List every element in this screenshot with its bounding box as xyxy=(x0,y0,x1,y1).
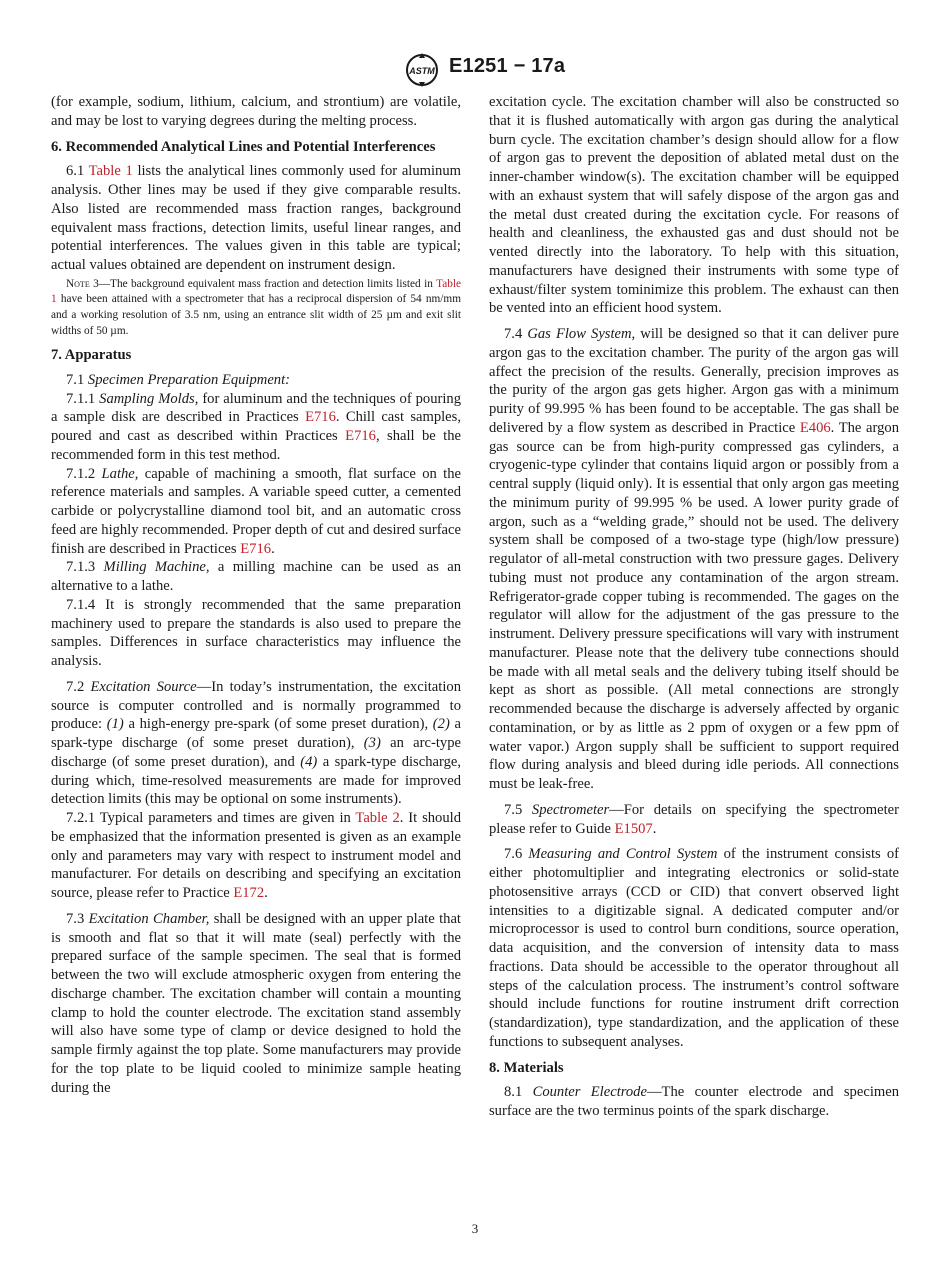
e406-link[interactable]: E406 xyxy=(799,419,831,436)
paragraph-7-2: 7.2 Excitation Source—In today’s instrumentation, the excitation source is computer controlled and is normally programmed to produce: (1) a high-energy pre-spark (of some preset duration), (2) a spark-type discharge (of some preset duration), (3) an arc-type discharge (of some preset duration), and (4) a spark-type discharge, during which, time-resolved measurements are made for improved detection limits (this may be optional on some instruments). xyxy=(51,678,461,808)
paragraph-7-1-3: 7.1.3 Milling Machine, a milling machine can be used as an alternative to a lathe. xyxy=(51,559,462,595)
paragraph-6-1: 6.1 Table 1 lists the analytical lines commonly used for aluminum analysis. Other lines may be used if they give comparable results. Also listed are recommended mass fraction ranges, background equivalent mass fractions, detection limits, useful linear ranges, and potential interferences. The values given in this table are typical; actual values obtained are dependent on instrument design. xyxy=(51,163,461,273)
paragraph: (for example, sodium, lithium, calcium, and strontium) are volatile, and may be lost to varying degrees during the melting process. xyxy=(51,94,461,129)
e716-link[interactable]: E716 xyxy=(240,540,272,557)
e172-link[interactable]: E172 xyxy=(233,885,265,902)
page-number: 3 xyxy=(471,1221,479,1236)
table-1-link[interactable]: Table 1 xyxy=(51,277,462,306)
e1507-link[interactable]: E1507 xyxy=(614,820,653,837)
section-heading-7: 7. Apparatus xyxy=(51,347,132,364)
section-heading-6: 6. Recommended Analytical Lines and Potential Interferences xyxy=(51,138,436,155)
left-column xyxy=(51,93,461,1097)
paragraph-7-1-2: 7.1.2 Lathe, capable of machining a smooth, flat surface on the reference materials and samples. A variable speed cutter, a cemented carbide or polycrystalline diamond tool bit, and an automatic cross feed are highly recommended. Proper depth of cut and desired surface finish are described in Practices E716. xyxy=(51,465,462,557)
page-header xyxy=(0,52,950,88)
right-column xyxy=(489,93,899,1121)
paragraph-7-3-continued: excitation cycle. The excitation chamber will also be constructed so that it is flushed automatically with argon gas during the analytical burn cycle. The excitation chamber’s design should allow for a flow of argon gas to prevent the deposition of ablated metal dust on the inner-chamber window(s). The excitation chamber will be equipped with an exhaust system that will safely dispose of the argon gas and the metal dust created during the excitation cycle. For reasons of health and cleanliness, the exhausted gas and dust should not be vented directly into the laboratory. To help with this situation, manufacturers have designed their instruments with some type of exhaust/filter system tominimize this problem. The exhaust can then be vented into an efficient hood system. xyxy=(489,94,899,317)
document-id: E1251 − 17a xyxy=(449,55,566,77)
paragraph-7-6: 7.6 Measuring and Control System of the instrument consists of either photomultiplier and integrating electronics or solid-state photosensitive arrays (CCD or CID) that convert observed light intensities to a digitizable signal. A dedicated computer and/or microprocessor is used to control burn conditions, source operation, data acquisition, and the conversion of intensity data to mass fractions. Data should be accessible to the operator throughout all steps of the calculation process. The instrument’s control software should include functions for routine instrument drift correction (standardization), type standardization, and the application of these functions to subsequent analyses. xyxy=(489,846,900,1050)
paragraph-7-3: 7.3 Excitation Chamber, shall be designed with an upper plate that is smooth and flat so that it will mate (seal) perfectly with the prepared surface of the sample specimen. The seal that is formed between the two will exclude atmospheric oxygen from entering the discharge chamber. The excitation chamber will contain a mounting clamp to hold the counter electrode. The excitation stand assembly will also have some type of clamp or device designed to hold the sample firmly against the top plate. Some manufacturers may provide for the top plate to be liquid cooled to minimize sample heating during the xyxy=(51,910,461,1096)
paragraph-7-4: 7.4 Gas Flow System, will be designed so that it can deliver pure argon gas to the excitation chamber. The purity of the argon gas will affect the precision of the results. Generally, precision improves as the purity of the argon gas gets higher. Argon gas with a minimum purity of 99.995 % has been found to be acceptable. The gas shall be delivered by a flow system as described in Practice E406. The argon gas source can be from high-purity compressed gas cylinders, a cryogenic-type cylinder that contains liquid argon or possibly from a central supply (liquid only). It is essential that only argon gas meeting the minimum purity of 99.995 % be used. A lower purity grade of argon, such as a “welding grade,” should not be used. The delivery system shall be composed of a two-stage type (high/low pressure) regulator of all-metal construction with two pressure gages. Delivery tubing must not produce any contamination of the argon stream. Refrigerator-grade copper tubing is recommended. The gages on the regulator will allow for the adjustment of the gas pressure to the instrument. Delivery pressure specifications will vary with instrument manufacturer. Please note that the delivery tube connections should be made with all metal seals and the delivery tubing itself should be kept as short as possible. (All metal connections are strongly recommended because the discharge is adversely affected by organic contamination, or by as little as 2 ppm of oxygen or a few ppm of water vapor.) Argon supply shall be sufficient to support required flow during analysis and bleed during idle periods. All connections must be leak-free. xyxy=(489,326,899,792)
e716-link[interactable]: E716 xyxy=(345,428,376,445)
paragraph-7-1-4: 7.1.4 It is strongly recommended that the same preparation machinery used to prepare the standards is also used to prepare the samples. Differences in surface characteristics may influence the analysis. xyxy=(51,596,461,670)
table-1-link[interactable]: Table 1 xyxy=(88,163,133,180)
table-2-link[interactable]: Table 2 xyxy=(355,810,400,827)
paragraph-8-1: 8.1 Counter Electrode—The counter electrode and specimen surface are the two terminus points of the spark discharge. xyxy=(489,1084,899,1119)
paragraph-7-1-1: 7.1.1 Sampling Molds, for aluminum and the techniques of pouring a sample disk are described in Practices E716. Chill cast samples, poured and cast as described within Practices E716, shall be the recommended form in this test method. xyxy=(51,390,462,463)
svg-text:ASTM: ASTM xyxy=(409,66,435,76)
paragraph-7-5: 7.5 Spectrometer—For details on specifying the spectrometer please refer to Guide E1507. xyxy=(489,801,899,837)
astm-logo-icon xyxy=(402,52,442,88)
e716-link[interactable]: E716 xyxy=(305,409,336,426)
paragraph-7-2-1: 7.2.1 Typical parameters and times are given in Table 2. It should be emphasized that the information presented is given as an example only and parameters may vary with respect to instrument model and manufacturer. For details on describing and specifying an excitation source, please refer to Practice E172. xyxy=(51,810,462,902)
section-heading-8: 8. Materials xyxy=(489,1059,564,1076)
paragraph-7-1: 7.1 Specimen Preparation Equipment: xyxy=(66,371,291,388)
note-3: Note 3—The background equivalent mass fraction and detection limits listed in Table 1 have been attained with a spectrometer that has a reciprocal dispersion of 54 nm/mm and a working resolution of 3.5 nm, using an entrance slit width of 25 µm and exit slit widths of 50 µm. xyxy=(51,277,462,337)
